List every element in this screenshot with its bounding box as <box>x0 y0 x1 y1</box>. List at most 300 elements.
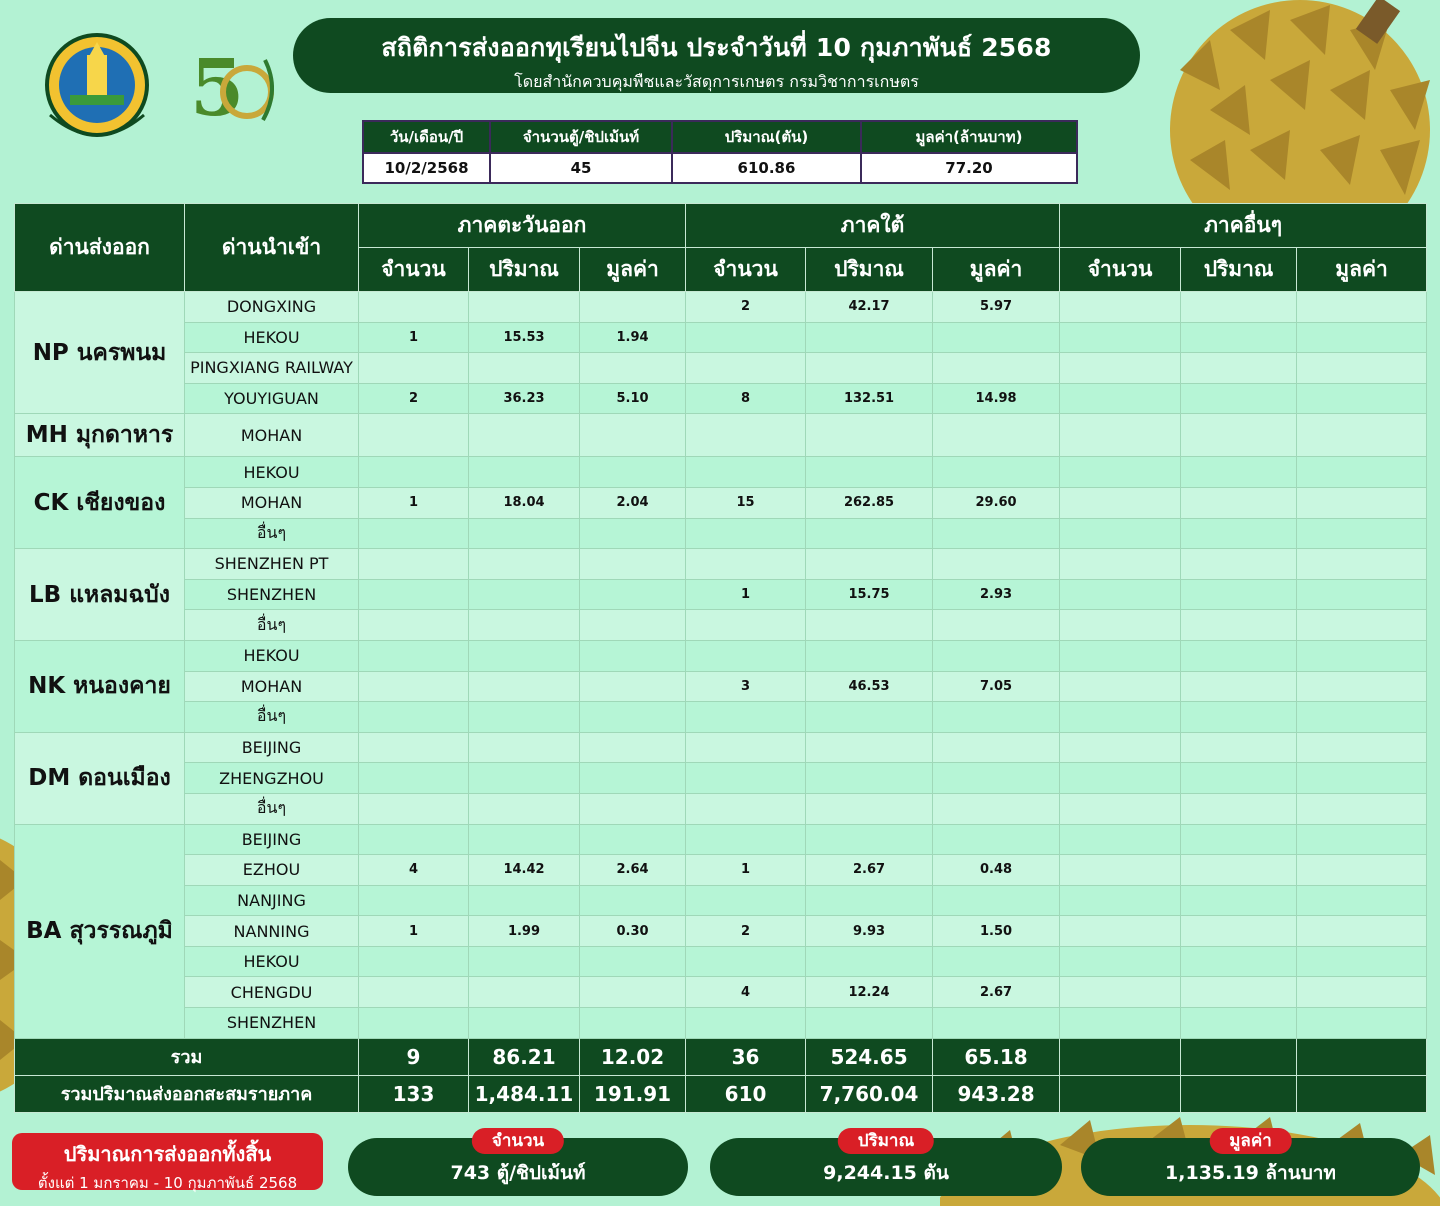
value-cell <box>580 549 686 580</box>
table-row <box>15 702 1427 733</box>
value-cell <box>580 671 686 702</box>
value-cell <box>1181 671 1297 702</box>
value-cell <box>1181 383 1297 414</box>
value-cell <box>1060 702 1181 733</box>
total-count-tag: จำนวน <box>472 1128 564 1154</box>
value-cell <box>580 702 686 733</box>
cumulative-cell: 7,760.04 <box>806 1075 933 1112</box>
value-cell <box>469 977 580 1008</box>
value-cell: 2.64 <box>580 855 686 886</box>
total-volume-value: 9,244.15 ตัน <box>823 1162 949 1184</box>
value-cell <box>469 292 580 323</box>
total-cell <box>1297 1038 1427 1075</box>
table-row <box>15 322 1427 353</box>
value-cell <box>580 793 686 824</box>
value-cell <box>933 457 1060 488</box>
total-cell: 65.18 <box>933 1038 1060 1075</box>
table-row <box>15 414 1427 457</box>
total-value-pill <box>1081 1131 1420 1196</box>
value-cell <box>933 610 1060 641</box>
import-port-cell: YOUYIGUAN <box>185 383 359 414</box>
value-cell <box>469 793 580 824</box>
value-cell <box>1060 579 1181 610</box>
header-east-volume: ปริมาณ <box>469 248 580 292</box>
summary-header-count: จำนวนตู้/ชิปเม้นท์ <box>490 121 672 153</box>
value-cell: 14.42 <box>469 855 580 886</box>
value-cell <box>933 640 1060 671</box>
svg-text:5: 5 <box>190 43 245 134</box>
value-cell <box>1181 1008 1297 1039</box>
value-cell: 262.85 <box>806 487 933 518</box>
value-cell: 0.48 <box>933 855 1060 886</box>
table-row <box>15 549 1427 580</box>
export-port-cell: BA สุวรรณภูมิ <box>15 824 185 1038</box>
import-port-cell: SHENZHEN <box>185 1008 359 1039</box>
import-port-cell: NANJING <box>185 885 359 916</box>
value-cell <box>1181 579 1297 610</box>
total-count-value: 743 ตู้/ชิปเม้นท์ <box>450 1162 586 1184</box>
table-row <box>15 763 1427 794</box>
value-cell <box>686 885 806 916</box>
value-cell <box>469 702 580 733</box>
summary-header-value: มูลค่า(ล้านบาท) <box>861 121 1077 153</box>
value-cell: 2.67 <box>933 977 1060 1008</box>
value-cell <box>1060 946 1181 977</box>
value-cell <box>1297 579 1427 610</box>
value-cell <box>359 977 469 1008</box>
value-cell <box>806 824 933 855</box>
value-cell <box>1181 885 1297 916</box>
value-cell: 1.99 <box>469 916 580 947</box>
value-cell <box>1060 292 1181 323</box>
value-cell <box>1297 383 1427 414</box>
value-cell <box>933 946 1060 977</box>
value-cell <box>580 763 686 794</box>
table-row <box>15 353 1427 384</box>
value-cell <box>933 518 1060 549</box>
value-cell <box>469 518 580 549</box>
summary-value-row <box>363 153 1077 183</box>
table-row <box>15 885 1427 916</box>
value-cell <box>580 457 686 488</box>
value-cell <box>359 946 469 977</box>
value-cell: 7.05 <box>933 671 1060 702</box>
table-row <box>15 487 1427 518</box>
table-row <box>15 855 1427 886</box>
table-row <box>15 640 1427 671</box>
table-row <box>15 610 1427 641</box>
header-region-other: ภาคอื่นๆ <box>1060 204 1427 248</box>
summary-date: 10/2/2568 <box>363 153 490 183</box>
value-cell <box>933 414 1060 457</box>
value-cell <box>1297 855 1427 886</box>
value-cell <box>580 518 686 549</box>
value-cell <box>1297 518 1427 549</box>
value-cell: 2.04 <box>580 487 686 518</box>
value-cell <box>686 322 806 353</box>
value-cell <box>686 824 806 855</box>
value-cell <box>806 1008 933 1039</box>
value-cell <box>1060 732 1181 763</box>
header-region-south: ภาคใต้ <box>686 204 1060 248</box>
value-cell <box>686 610 806 641</box>
value-cell: 36.23 <box>469 383 580 414</box>
value-cell <box>469 414 580 457</box>
import-port-cell: EZHOU <box>185 855 359 886</box>
value-cell <box>1297 414 1427 457</box>
value-cell <box>469 640 580 671</box>
value-cell <box>1297 487 1427 518</box>
cumulative-cell: 1,484.11 <box>469 1075 580 1112</box>
value-cell <box>1297 732 1427 763</box>
value-cell: 1 <box>686 855 806 886</box>
value-cell <box>469 549 580 580</box>
total-value-value: 1,135.19 ล้านบาท <box>1165 1162 1336 1184</box>
value-cell <box>580 732 686 763</box>
value-cell <box>580 946 686 977</box>
value-cell <box>686 549 806 580</box>
value-cell <box>1181 518 1297 549</box>
value-cell <box>580 824 686 855</box>
value-cell <box>1060 610 1181 641</box>
value-cell <box>806 702 933 733</box>
doa-emblem-logo <box>40 30 155 150</box>
value-cell <box>1060 518 1181 549</box>
value-cell <box>933 763 1060 794</box>
value-cell <box>469 1008 580 1039</box>
value-cell <box>686 353 806 384</box>
header-east-count: จำนวน <box>359 248 469 292</box>
summary-volume: 610.86 <box>672 153 861 183</box>
import-port-cell: MOHAN <box>185 671 359 702</box>
table-row <box>15 518 1427 549</box>
value-cell <box>1060 977 1181 1008</box>
total-volume-tag: ปริมาณ <box>838 1128 934 1154</box>
value-cell <box>933 732 1060 763</box>
value-cell <box>1060 916 1181 947</box>
total-cell: 12.02 <box>580 1038 686 1075</box>
value-cell <box>1181 916 1297 947</box>
value-cell <box>1297 549 1427 580</box>
value-cell <box>359 824 469 855</box>
cumulative-cell: 191.91 <box>580 1075 686 1112</box>
header-other-count: จำนวน <box>1060 248 1181 292</box>
value-cell <box>806 763 933 794</box>
value-cell: 5.10 <box>580 383 686 414</box>
value-cell: 8 <box>686 383 806 414</box>
value-cell: 1 <box>686 579 806 610</box>
cumulative-row <box>15 1075 1427 1112</box>
import-port-cell: อื่นๆ <box>185 793 359 824</box>
cumulative-cell: 610 <box>686 1075 806 1112</box>
value-cell <box>1297 610 1427 641</box>
durian-decoration-top-right <box>1150 0 1440 215</box>
value-cell: 12.24 <box>806 977 933 1008</box>
value-cell <box>1181 322 1297 353</box>
value-cell <box>806 732 933 763</box>
summary-value: 77.20 <box>861 153 1077 183</box>
cumulative-cell <box>1060 1075 1181 1112</box>
value-cell: 46.53 <box>806 671 933 702</box>
value-cell <box>1181 793 1297 824</box>
grand-total-period: ตั้งแต่ 1 มกราคม - 10 กุมภาพันธ์ 2568 <box>37 1174 298 1192</box>
value-cell <box>1297 353 1427 384</box>
import-port-cell: SHENZHEN PT <box>185 549 359 580</box>
value-cell <box>686 793 806 824</box>
value-cell <box>1060 549 1181 580</box>
value-cell <box>359 763 469 794</box>
value-cell: 1.50 <box>933 916 1060 947</box>
value-cell <box>359 640 469 671</box>
value-cell <box>469 763 580 794</box>
value-cell <box>469 579 580 610</box>
value-cell <box>806 946 933 977</box>
title-banner <box>293 18 1140 93</box>
total-cell <box>1181 1038 1297 1075</box>
value-cell: 15.75 <box>806 579 933 610</box>
value-cell <box>580 1008 686 1039</box>
table-row <box>15 916 1427 947</box>
value-cell: 1 <box>359 916 469 947</box>
value-cell <box>1297 322 1427 353</box>
total-count-pill <box>348 1131 688 1196</box>
import-port-cell: อื่นๆ <box>185 518 359 549</box>
value-cell <box>1297 671 1427 702</box>
value-cell <box>806 793 933 824</box>
summary-header-row <box>363 121 1077 153</box>
value-cell <box>1060 763 1181 794</box>
table-row <box>15 793 1427 824</box>
table-row <box>15 671 1427 702</box>
header-south-volume: ปริมาณ <box>806 248 933 292</box>
value-cell <box>686 702 806 733</box>
value-cell <box>469 824 580 855</box>
table-body <box>15 292 1427 1039</box>
import-port-cell: PINGXIANG RAILWAY <box>185 353 359 384</box>
value-cell <box>1181 292 1297 323</box>
import-port-cell: อื่นๆ <box>185 702 359 733</box>
total-cell: 524.65 <box>806 1038 933 1075</box>
table-row <box>15 292 1427 323</box>
value-cell <box>1181 457 1297 488</box>
export-port-cell: NP นครพนม <box>15 292 185 414</box>
value-cell <box>1297 885 1427 916</box>
value-cell: 15 <box>686 487 806 518</box>
value-cell <box>1060 383 1181 414</box>
header-other-value: มูลค่า <box>1297 248 1427 292</box>
value-cell <box>806 353 933 384</box>
value-cell <box>1181 549 1297 580</box>
value-cell <box>806 549 933 580</box>
value-cell: 42.17 <box>806 292 933 323</box>
table-row <box>15 946 1427 977</box>
value-cell <box>580 610 686 641</box>
value-cell: 1 <box>359 487 469 518</box>
header-east-value: มูลค่า <box>580 248 686 292</box>
value-cell <box>1297 763 1427 794</box>
value-cell <box>359 610 469 641</box>
value-cell <box>359 702 469 733</box>
import-port-cell: HEKOU <box>185 640 359 671</box>
grand-total-title: ปริมาณการส่งออกทั้งสิ้น <box>63 1142 272 1166</box>
value-cell <box>686 414 806 457</box>
value-cell <box>933 1008 1060 1039</box>
value-cell <box>1297 292 1427 323</box>
value-cell <box>469 885 580 916</box>
import-port-cell: HEKOU <box>185 322 359 353</box>
table-row <box>15 977 1427 1008</box>
value-cell <box>1060 793 1181 824</box>
value-cell <box>359 414 469 457</box>
value-cell <box>686 640 806 671</box>
value-cell <box>1181 763 1297 794</box>
total-cell: 86.21 <box>469 1038 580 1075</box>
total-value-tag: มูลค่า <box>1209 1128 1292 1154</box>
value-cell <box>359 579 469 610</box>
header-region-east: ภาคตะวันออก <box>359 204 686 248</box>
header-south-value: มูลค่า <box>933 248 1060 292</box>
value-cell <box>1297 1008 1427 1039</box>
grand-total-box <box>12 1133 323 1190</box>
value-cell <box>359 549 469 580</box>
total-cell: 36 <box>686 1038 806 1075</box>
value-cell <box>1181 640 1297 671</box>
value-cell <box>469 946 580 977</box>
table-row <box>15 732 1427 763</box>
value-cell <box>580 292 686 323</box>
total-volume-pill <box>710 1131 1062 1196</box>
value-cell <box>1181 610 1297 641</box>
export-port-cell: NK หนองคาย <box>15 640 185 732</box>
value-cell <box>806 610 933 641</box>
value-cell <box>359 793 469 824</box>
value-cell <box>580 414 686 457</box>
value-cell <box>1060 457 1181 488</box>
value-cell <box>359 671 469 702</box>
import-port-cell: DONGXING <box>185 292 359 323</box>
value-cell <box>1297 793 1427 824</box>
value-cell <box>933 824 1060 855</box>
import-port-cell: BEIJING <box>185 732 359 763</box>
value-cell: 15.53 <box>469 322 580 353</box>
value-cell <box>686 1008 806 1039</box>
total-cell <box>1060 1038 1181 1075</box>
header-south-count: จำนวน <box>686 248 806 292</box>
value-cell <box>580 579 686 610</box>
doa-50-anniversary-logo <box>185 40 285 145</box>
value-cell <box>359 292 469 323</box>
export-port-cell: LB แหลมฉบัง <box>15 549 185 641</box>
value-cell <box>1297 640 1427 671</box>
export-port-cell: CK เชียงของ <box>15 457 185 549</box>
value-cell <box>1181 702 1297 733</box>
value-cell <box>469 457 580 488</box>
value-cell: 18.04 <box>469 487 580 518</box>
import-port-cell: อื่นๆ <box>185 610 359 641</box>
table-row <box>15 579 1427 610</box>
import-port-cell: SHENZHEN <box>185 579 359 610</box>
value-cell <box>1297 457 1427 488</box>
value-cell <box>359 353 469 384</box>
summary-header-volume: ปริมาณ(ตัน) <box>672 121 861 153</box>
value-cell <box>469 671 580 702</box>
value-cell <box>1060 640 1181 671</box>
value-cell <box>1181 353 1297 384</box>
value-cell <box>1181 946 1297 977</box>
value-cell <box>933 549 1060 580</box>
value-cell <box>806 885 933 916</box>
table-row <box>15 824 1427 855</box>
header-export-port: ด่านส่งออก <box>15 204 185 292</box>
import-port-cell: CHENGDU <box>185 977 359 1008</box>
table-row <box>15 457 1427 488</box>
cumulative-cell: 943.28 <box>933 1075 1060 1112</box>
import-port-cell: ZHENGZHOU <box>185 763 359 794</box>
value-cell <box>686 457 806 488</box>
import-port-cell: MOHAN <box>185 414 359 457</box>
value-cell <box>686 732 806 763</box>
value-cell: 4 <box>686 977 806 1008</box>
value-cell <box>580 353 686 384</box>
header-row-regions <box>15 204 1427 248</box>
value-cell <box>469 610 580 641</box>
value-cell <box>1060 1008 1181 1039</box>
value-cell <box>686 518 806 549</box>
table-row <box>15 383 1427 414</box>
page-subtitle: โดยสำนักควบคุมพืชและวัสดุการเกษตร กรมวิชาการเกษตร <box>514 72 919 91</box>
value-cell: 2.93 <box>933 579 1060 610</box>
export-port-cell: MH มุกดาหาร <box>15 414 185 457</box>
export-port-cell: DM ดอนเมือง <box>15 732 185 824</box>
value-cell <box>806 640 933 671</box>
cumulative-cell <box>1297 1075 1427 1112</box>
value-cell: 5.97 <box>933 292 1060 323</box>
value-cell <box>1060 322 1181 353</box>
value-cell <box>359 518 469 549</box>
value-cell <box>359 885 469 916</box>
value-cell: 1.94 <box>580 322 686 353</box>
value-cell: 4 <box>359 855 469 886</box>
value-cell <box>933 793 1060 824</box>
header-import-port: ด่านนำเข้า <box>185 204 359 292</box>
value-cell: 2 <box>686 292 806 323</box>
value-cell <box>1297 702 1427 733</box>
value-cell <box>1181 487 1297 518</box>
value-cell: 2 <box>686 916 806 947</box>
value-cell <box>933 322 1060 353</box>
value-cell <box>469 732 580 763</box>
value-cell <box>580 640 686 671</box>
page-title: สถิติการส่งออกทุเรียนไปจีน ประจำวันที่ 10 กุมภาพันธ์ 2568 <box>381 33 1052 62</box>
value-cell: 3 <box>686 671 806 702</box>
export-statistics-table <box>14 203 1427 1113</box>
table-row <box>15 1008 1427 1039</box>
value-cell <box>1297 977 1427 1008</box>
value-cell <box>1181 732 1297 763</box>
import-port-cell: NANNING <box>185 916 359 947</box>
import-port-cell: HEKOU <box>185 946 359 977</box>
cumulative-cell: 133 <box>359 1075 469 1112</box>
value-cell: 1 <box>359 322 469 353</box>
value-cell <box>1060 487 1181 518</box>
value-cell <box>933 885 1060 916</box>
cumulative-cell <box>1181 1075 1297 1112</box>
value-cell: 9.93 <box>806 916 933 947</box>
value-cell <box>580 977 686 1008</box>
value-cell <box>806 457 933 488</box>
value-cell: 0.30 <box>580 916 686 947</box>
value-cell <box>1181 414 1297 457</box>
